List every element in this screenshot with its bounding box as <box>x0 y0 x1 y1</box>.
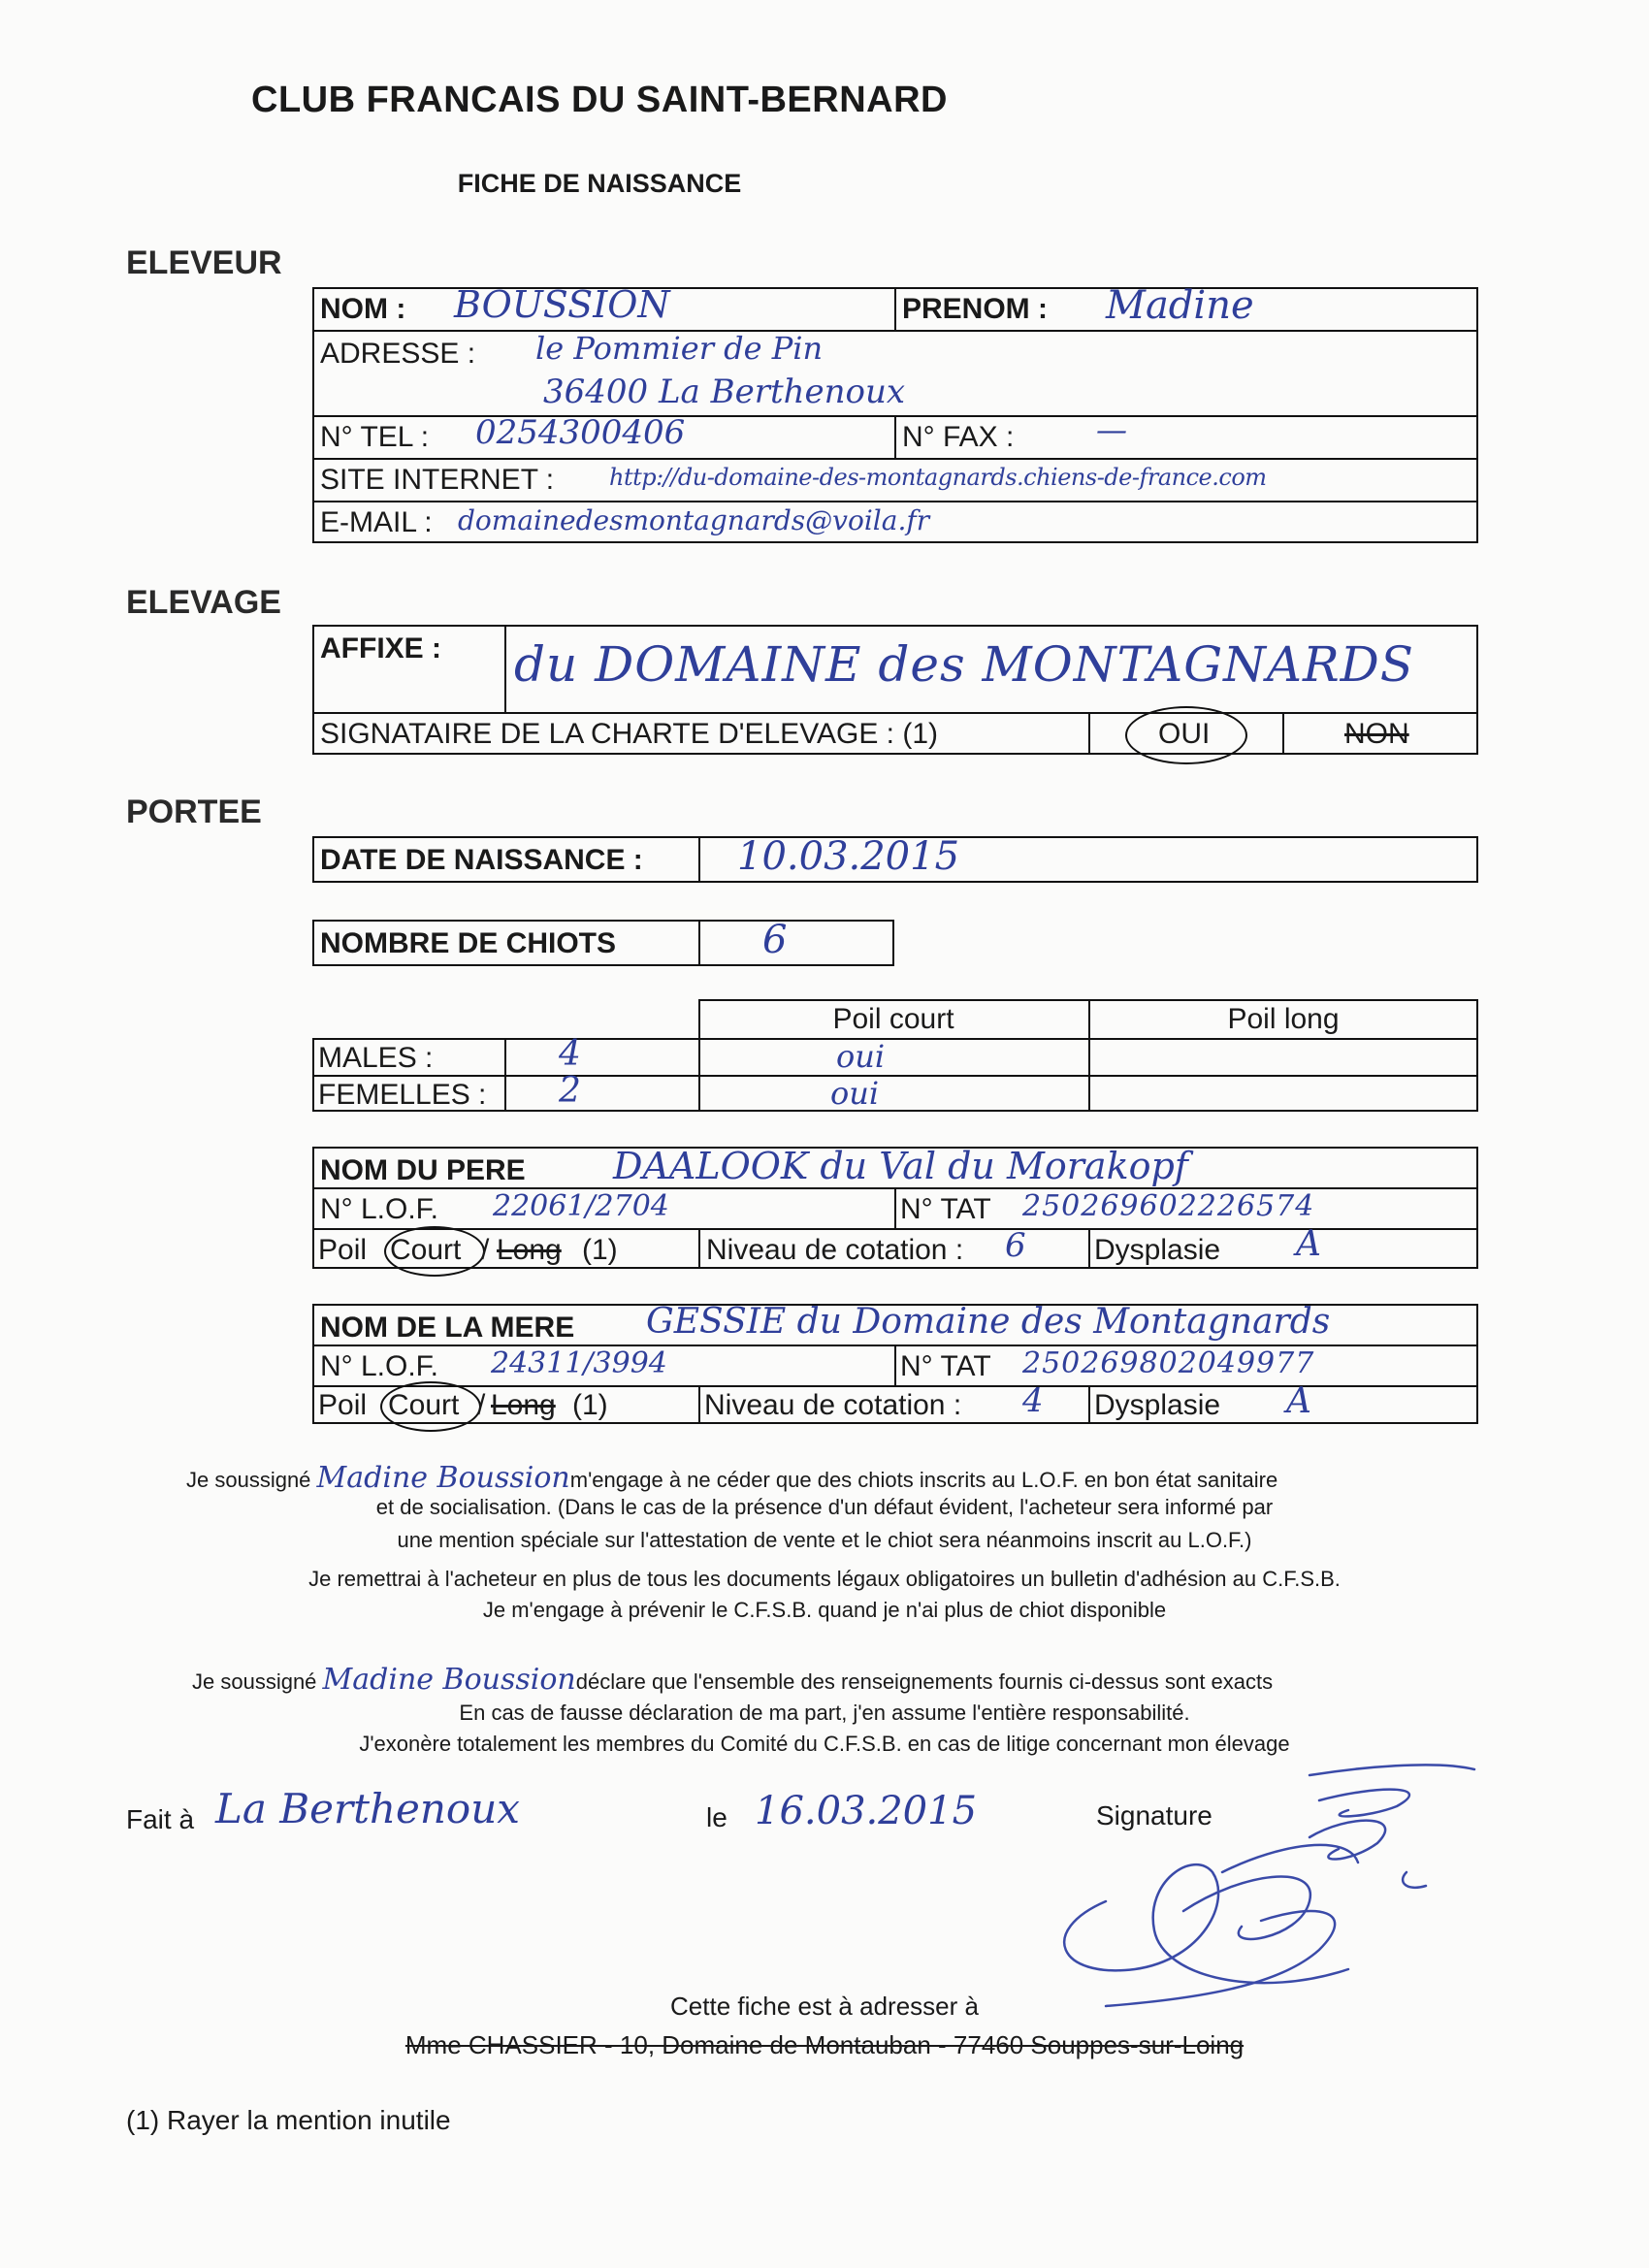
males-value: 4 <box>559 1034 581 1074</box>
mere-nom-label: NOM DE LA MERE <box>320 1312 575 1344</box>
site-value: http://du-domaine-des-montagnards.chiens-de-france.com <box>609 464 1267 491</box>
engagement2-prefix: Je soussigné <box>192 1669 317 1694</box>
engagement1-first-line <box>186 1461 1277 1495</box>
charte-label: SIGNATAIRE DE LA CHARTE D'ELEVAGE : (1) <box>320 718 939 750</box>
tel-value: 0254300406 <box>475 413 686 452</box>
pere-cotation-label: Niveau de cotation : <box>706 1234 964 1266</box>
poil-court-header: Poil court <box>832 1003 954 1035</box>
fax-value: — <box>1096 411 1127 448</box>
nombre-label: NOMBRE DE CHIOTS <box>320 927 617 959</box>
pere-nom-label: NOM DU PERE <box>320 1154 526 1186</box>
address-text: Mme CHASSIER - 10, Domaine de Montauban - 77460 Souppes-sur-Loing <box>404 2030 1245 2059</box>
pere-court: Court <box>390 1234 462 1266</box>
signature-label: Signature <box>1096 1800 1212 1831</box>
pere-dysplasie-value: A <box>1296 1224 1321 1264</box>
engagement2-line2: En cas de fausse déclaration de ma part, j'en assume l'entière responsabilité. <box>459 1701 1190 1725</box>
pere-tat-label: N° TAT <box>900 1193 991 1225</box>
section-eleveur: ELEVEUR <box>126 244 282 281</box>
prenom-value: Madine <box>1106 283 1254 328</box>
document-title: CLUB FRANCAIS DU SAINT-BERNARD <box>251 80 948 120</box>
engagement1-line3: une mention spéciale sur l'attestation de vente et le chiot sera néanmoins inscrit au L.O.F.) <box>397 1528 1252 1552</box>
date-value: 10.03.2015 <box>737 834 960 879</box>
fait-label: Fait à <box>126 1804 195 1834</box>
section-portee: PORTEE <box>126 794 262 830</box>
signature-scribble <box>1028 1756 1494 2018</box>
mere-tat-label: N° TAT <box>900 1350 991 1382</box>
mere-court: Court <box>388 1389 460 1421</box>
mere-nom-value: GESSIE du Domaine des Montagnards <box>646 1302 1331 1342</box>
pere-tat-value: 250269602226574 <box>1022 1189 1315 1223</box>
engagement2-line3: J'exonère totalement les membres du Comité du C.F.S.B. en cas de litige concernant mon élevage <box>359 1732 1290 1756</box>
engagement1-line4: Je remettrai à l'acheteur en plus de tous les documents légaux obligatoires un bulletin d'adhésion au C.F.S.B. <box>308 1567 1341 1591</box>
mere-cotation-label: Niveau de cotation : <box>704 1389 962 1421</box>
mere-court-circle <box>380 1381 481 1432</box>
charte-oui: OUI <box>1158 718 1211 750</box>
engagement2-line1: déclare que l'ensemble des renseignements fournis ci-dessus sont exacts <box>575 1669 1274 1694</box>
engagement2-first-line <box>192 1663 1273 1697</box>
males-label: MALES : <box>318 1042 434 1074</box>
oui-circle <box>1125 706 1247 764</box>
poil-long-header: Poil long <box>1227 1003 1340 1035</box>
charte-non: NON <box>1344 718 1409 750</box>
fait-value: La Berthenoux <box>215 1785 520 1832</box>
mere-lof-label: N° L.O.F. <box>320 1350 439 1382</box>
engagement1-line5: Je m'engage à prévenir le C.F.S.B. quand je n'ai plus de chiot disponible <box>482 1598 1167 1622</box>
femelles-label: FEMELLES : <box>318 1079 487 1111</box>
nom-label: NOM : <box>320 293 406 325</box>
pere-lof-label: N° L.O.F. <box>320 1193 439 1225</box>
affixe-value: du DOMAINE des MONTAGNARDS <box>514 636 1414 693</box>
date-label: DATE DE NAISSANCE : <box>320 844 643 876</box>
footnote: (1) Rayer la mention inutile <box>126 2105 451 2135</box>
pere-cotation-value: 6 <box>1005 1226 1026 1265</box>
adresser-text: Cette fiche est à adresser à <box>670 1992 979 2021</box>
section-elevage: ELEVAGE <box>126 584 281 621</box>
tel-label: N° TEL : <box>320 421 430 453</box>
le-label: le <box>706 1802 728 1832</box>
mere-lof-value: 24311/3994 <box>491 1346 667 1380</box>
mere-dysplasie-value: A <box>1286 1381 1311 1421</box>
pere-nom-value: DAALOOK du Val du Morakopf <box>613 1145 1188 1187</box>
adresse-line1: le Pommier de Pin <box>535 330 824 367</box>
nom-value: BOUSSION <box>454 283 670 326</box>
pere-court-circle <box>384 1226 485 1277</box>
pere-long: Long <box>497 1234 562 1266</box>
mere-dysplasie-label: Dysplasie <box>1094 1389 1221 1421</box>
fax-label: N° FAX : <box>902 421 1015 453</box>
pere-note: (1) <box>582 1234 618 1266</box>
engagement1-line1: m'engage à ne céder que des chiots inscrits au L.O.F. en bon état sanitaire <box>569 1468 1278 1492</box>
affixe-label: AFFIXE : <box>320 632 441 664</box>
pere-lof-value: 22061/2704 <box>493 1189 669 1223</box>
engagement2-name: Madine Boussion <box>322 1663 576 1697</box>
adresse-label: ADRESSE : <box>320 338 476 370</box>
femelles-court: oui <box>830 1075 880 1112</box>
adresse-line2: 36400 La Berthenoux <box>543 373 906 411</box>
site-label: SITE INTERNET : <box>320 464 555 496</box>
males-court: oui <box>836 1038 886 1075</box>
mere-long: Long <box>491 1389 556 1421</box>
mere-poil-label: Poil <box>318 1389 368 1421</box>
pere-dysplasie-label: Dysplasie <box>1094 1234 1221 1266</box>
le-value: 16.03.2015 <box>755 1789 978 1833</box>
pere-poil-label: Poil <box>318 1234 368 1266</box>
engagement1-line2: et de socialisation. (Dans le cas de la présence d'un défaut évident, l'acheteur sera informé par <box>375 1495 1274 1519</box>
mere-tat-value: 250269802049977 <box>1022 1346 1315 1380</box>
engagement1-name: Madine Boussion <box>316 1461 570 1495</box>
email-value: domainedesmontagnards@voila.fr <box>458 504 930 536</box>
engagement1-prefix: Je soussigné <box>186 1468 311 1492</box>
mere-note: (1) <box>572 1389 608 1421</box>
prenom-label: PRENOM : <box>902 293 1048 325</box>
mere-cotation-value: 4 <box>1022 1381 1044 1420</box>
email-label: E-MAIL : <box>320 506 433 538</box>
document-subtitle: FICHE DE NAISSANCE <box>457 169 742 198</box>
nombre-value: 6 <box>762 918 788 962</box>
femelles-value: 2 <box>559 1071 581 1111</box>
